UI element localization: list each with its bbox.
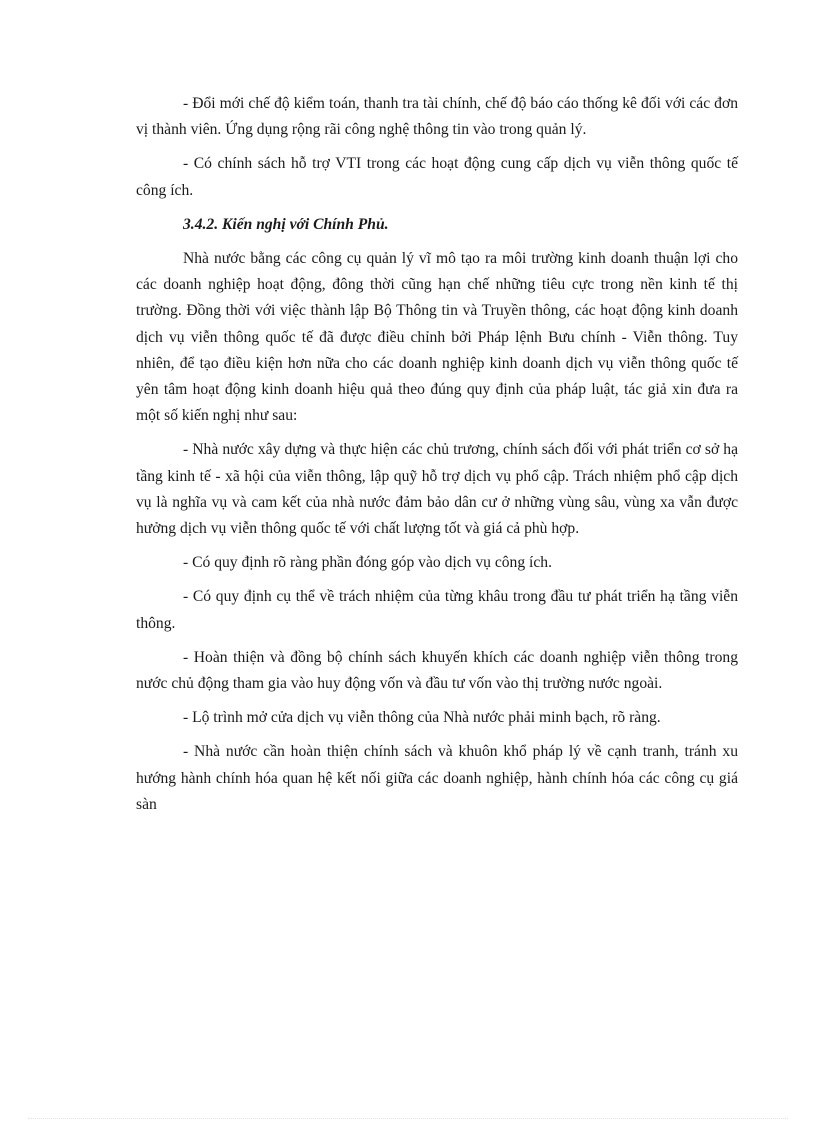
page-bottom-divider	[28, 1118, 788, 1119]
paragraph-responsibility: - Có quy định cụ thể về trách nhiệm của từng khâu trong đầu tư phát triển hạ tầng viễn thông.	[136, 588, 738, 632]
paragraph-vti-support: - Có chính sách hỗ trợ VTI trong các hoạt động cung cấp dịch vụ viễn thông quốc tế công ích.	[136, 155, 738, 199]
document-page	[136, 91, 738, 826]
paragraph-investment-abroad: - Hoàn thiện và đồng bộ chính sách khuyến khích các doanh nghiệp viễn thông trong nước chủ động tham gia vào huy động vốn và đầu tư vốn vào thị trường nước ngoài.	[136, 648, 738, 693]
paragraph-intro: Nhà nước bằng các công cụ quản lý vĩ mô tạo ra môi trường kinh doanh thuận lợi cho các doanh nghiệp hoạt động, đông thời cũng hạn chế những tiêu cực trong nền kinh tế thị trường. Đồng thời với việc thành lập Bộ Thông tin và Truyền thông, các hoạt động kinh doanh dịch vụ viễn thông quốc tế đã được điều chỉnh bởi Pháp lệnh Bưu chính - Viễn thông. Tuy nhiên, để tạo điều kiện hơn nữa cho các doanh nghiệp kinh doanh dịch vụ viễn thông quốc tế yên tâm hoạt động kinh doanh hiệu quả theo đúng quy định của pháp luật, tác giả xin đưa ra một số kiến nghị như sau:	[136, 250, 738, 425]
paragraph-competition-framework: - Nhà nước cần hoàn thiện chính sách và khuôn khổ pháp lý về cạnh tranh, tránh xu hướng hành chính hóa quan hệ kết nối giữa các doanh nghiệp, hành chính hóa các công cụ giá sàn	[136, 743, 738, 813]
paragraph-public-service-contribution: - Có quy định rõ ràng phần đóng góp vào dịch vụ công ích.	[183, 554, 552, 572]
paragraph-audit-reform: - Đổi mới chế độ kiểm toán, thanh tra tài chính, chế độ báo cáo thống kê đối với các đơn vị thành viên. Ứng dụng rộng rãi công nghệ thông tin vào trong quản lý.	[136, 95, 738, 139]
paragraph-market-opening: - Lộ trình mở cửa dịch vụ viễn thông của Nhà nước phải minh bạch, rõ ràng.	[183, 709, 661, 727]
paragraph-infrastructure-policy: - Nhà nước xây dựng và thực hiện các chủ trương, chính sách đối với phát triển cơ sở hạ tầng kinh tế - xã hội của viễn thông, lập quỹ hỗ trợ dịch vụ phổ cập. Trách nhiệm phổ cập dịch vụ là nghĩa vụ và cam kết của nhà nước đảm bảo dân cư ở những vùng sâu, vùng xa vẫn được hưởng dịch vụ viễn thông quốc tế với chất lượng tốt và giá cả phù hợp.	[136, 441, 738, 538]
section-heading: 3.4.2. Kiến nghị với Chính Phủ.	[183, 215, 389, 233]
